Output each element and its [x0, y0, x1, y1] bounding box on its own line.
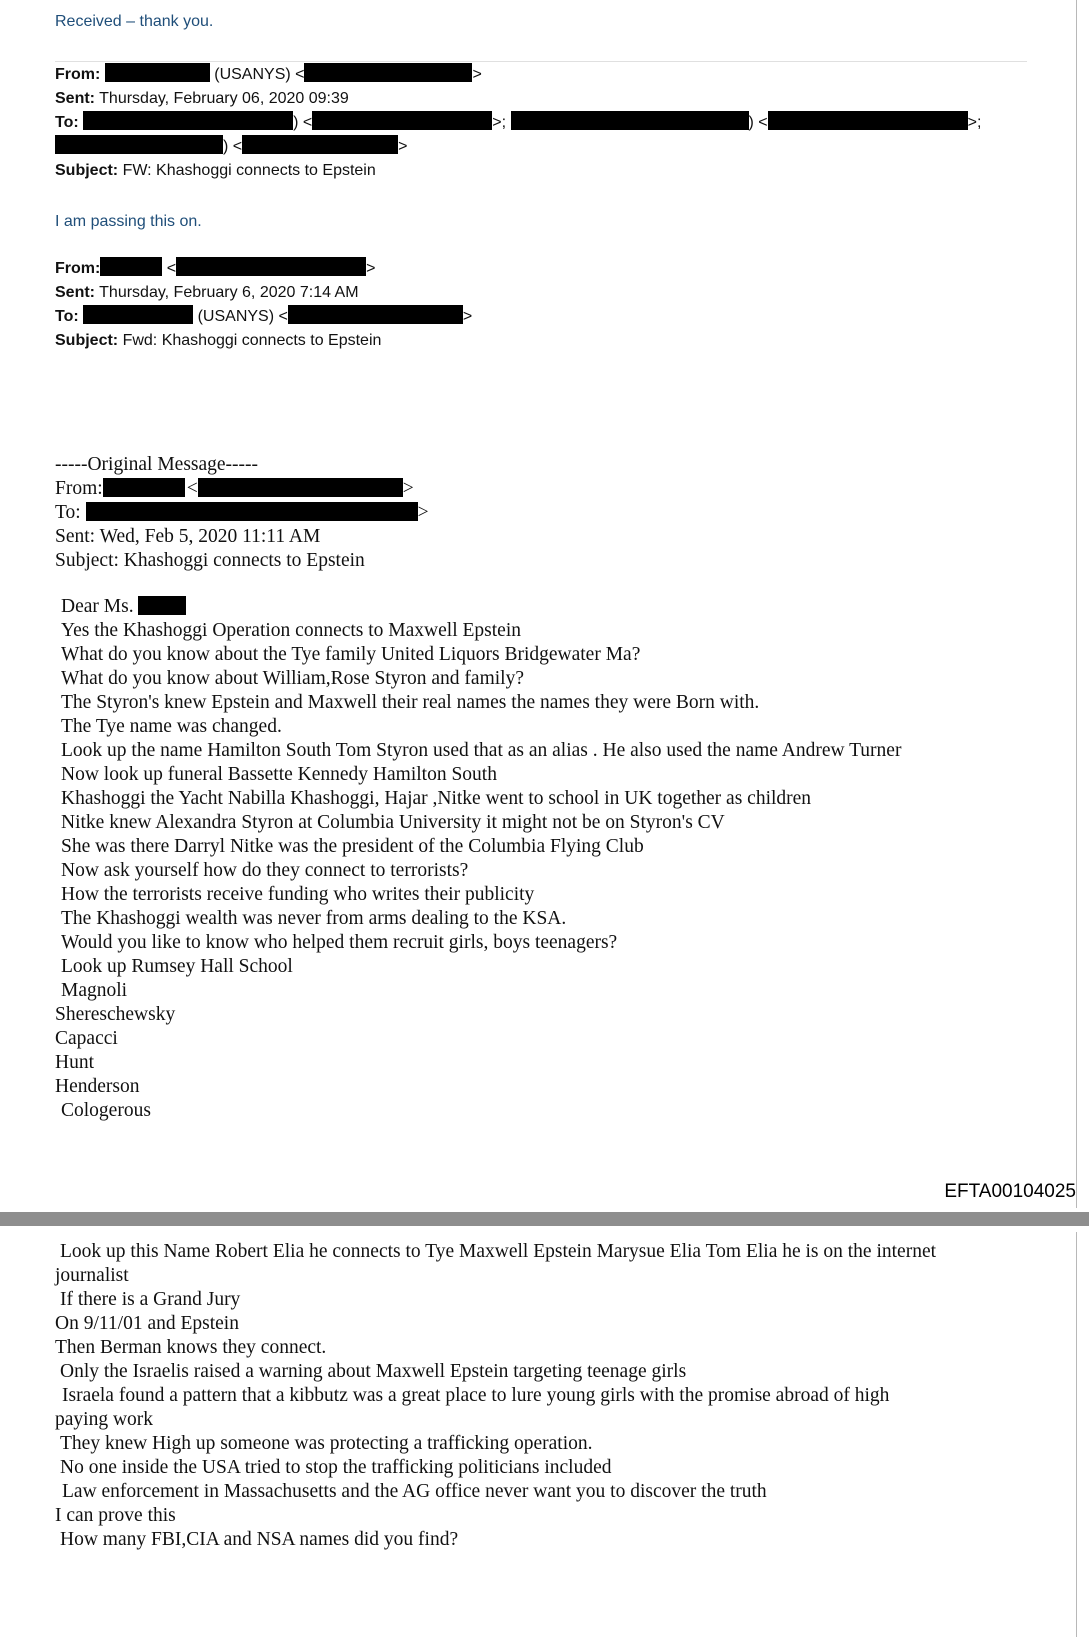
body-line: What do you know about William,Rose Styron and family? [61, 668, 524, 689]
divider-line [55, 61, 1027, 62]
subject-value: FW: Khashoggi connects to Epstein [122, 162, 376, 179]
from-close: > [402, 478, 414, 499]
redaction-box [105, 63, 210, 82]
redaction-box [198, 478, 403, 497]
body-line: Now look up funeral Bassette Kennedy Hamilton South [61, 764, 497, 785]
redaction-box [312, 111, 492, 130]
redaction-box [86, 502, 418, 521]
body-line: Magnoli [61, 980, 128, 1001]
email2-from-line [55, 257, 375, 281]
body-line: Would you like to know who helped them recruit girls, boys teenagers? [61, 932, 618, 953]
pass-note: I am passing this on. [55, 213, 202, 230]
redaction-box [103, 478, 185, 497]
redaction-box [83, 111, 293, 130]
to-fragment: >; [492, 114, 507, 131]
body-line: No one inside the USA tried to stop the trafficking politicians included [60, 1457, 612, 1478]
redaction-box [304, 63, 472, 82]
email2-to-line [55, 305, 472, 329]
subject-label: Subject: [55, 332, 119, 349]
to-fragment: >; [967, 114, 982, 131]
from-label: From: [55, 66, 101, 83]
to-label: To: [55, 308, 79, 325]
to-close: > [462, 308, 473, 325]
document-page-2 [0, 1232, 1077, 1637]
body-line: Now ask yourself how do they connect to terrorists? [61, 860, 469, 881]
original-divider: -----Original Message----- [55, 454, 259, 475]
body-line: Law enforcement in Massachusetts and the AG office never want you to discover the truth [62, 1481, 767, 1502]
sent-value: Thursday, February 06, 2020 09:39 [99, 90, 349, 107]
subject-label: Subject: [55, 162, 119, 179]
to-fragment: ) < [223, 138, 243, 155]
redaction-box [288, 305, 463, 324]
redaction-box [100, 257, 162, 276]
redaction-box [55, 135, 223, 154]
body-line: Then Berman knows they connect. [55, 1337, 327, 1358]
redaction-box [176, 257, 366, 276]
reply-text: Received – thank you. [55, 13, 214, 30]
original-to-line [55, 501, 429, 525]
body-line: Khashoggi the Yacht Nabilla Khashoggi, Hajar ,Nitke went to school in UK together as children [61, 788, 812, 809]
email2-sent-line [55, 281, 359, 305]
email1-sent-line [55, 87, 349, 111]
from-label: From: [55, 260, 101, 277]
body-line: Look up the name Hamilton South Tom Styron used that as an alias . He also used the name Andrew Turner [61, 740, 902, 761]
body-line: Only the Israelis raised a warning about Maxwell Epstein targeting teenage girls [60, 1361, 687, 1382]
from-open: < [166, 260, 177, 277]
to-fragment: ) < [748, 114, 768, 131]
body-line: journalist [55, 1265, 129, 1286]
body-line: paying work [55, 1409, 154, 1430]
from-label: From: [55, 478, 103, 499]
to-fragment: > [398, 138, 408, 155]
bates-number: EFTA00104025 [944, 1181, 1076, 1202]
body-line: What do you know about the Tye family United Liquors Bridgewater Ma? [61, 644, 641, 665]
email1-subject-line [55, 159, 376, 183]
original-sent-line: Sent: Wed, Feb 5, 2020 11:11 AM [55, 526, 321, 547]
email2-subject-line [55, 329, 381, 353]
from-close: > [472, 66, 482, 83]
body-line: Look up this Name Robert Elia he connects to Tye Maxwell Epstein Marysue Elia Tom Elia he is on the internet [60, 1241, 937, 1262]
to-close: > [417, 502, 429, 523]
sent-value: Thursday, February 6, 2020 7:14 AM [99, 284, 359, 301]
body-line: Henderson [55, 1076, 140, 1097]
to-fragment: ) < [293, 114, 313, 131]
original-subject-line: Subject: Khashoggi connects to Epstein [55, 550, 365, 571]
salutation-line [61, 595, 186, 619]
body-line: Look up Rumsey Hall School [61, 956, 293, 977]
body-line: Capacci [55, 1028, 118, 1049]
body-line: The Khashoggi wealth was never from arms dealing to the KSA. [61, 908, 567, 929]
email1-to-line [55, 111, 981, 135]
to-label: To: [55, 114, 79, 131]
from-close: > [366, 260, 376, 277]
page-separator-bar [0, 1212, 1089, 1226]
body-line: Shereschewsky [55, 1004, 176, 1025]
redaction-box [83, 305, 193, 324]
redaction-box [242, 135, 398, 154]
body-line: Yes the Khashoggi Operation connects to Maxwell Epstein [61, 620, 521, 641]
body-line: Israela found a pattern that a kibbutz was a great place to lure young girls with the promise abroad of high [62, 1385, 890, 1406]
body-line: If there is a Grand Jury [60, 1289, 241, 1310]
body-line: How the terrorists receive funding who writes their publicity [61, 884, 535, 905]
page-separator [0, 1208, 1089, 1232]
email1-from-line [55, 63, 482, 87]
sent-label: Sent: [55, 284, 95, 301]
from-open: < [186, 478, 198, 499]
email1-to-line-2 [55, 135, 407, 159]
redaction-box [768, 111, 968, 130]
body-line: The Tye name was changed. [61, 716, 282, 737]
redaction-box [138, 596, 186, 615]
body-line: Hunt [55, 1052, 94, 1073]
redaction-box [511, 111, 749, 130]
body-line: Nitke knew Alexandra Styron at Columbia University it might not be on Styron's CV [61, 812, 725, 833]
to-label: To: [55, 502, 81, 523]
body-line: I can prove this [55, 1505, 176, 1526]
to-org: (USANYS) < [197, 308, 288, 325]
subject-value: Fwd: Khashoggi connects to Epstein [122, 332, 382, 349]
from-org: (USANYS) < [214, 66, 305, 83]
original-from-line [55, 477, 414, 501]
body-line: They knew High up someone was protecting a trafficking operation. [60, 1433, 593, 1454]
body-line: On 9/11/01 and Epstein [55, 1313, 239, 1334]
body-line: How many FBI,CIA and NSA names did you find? [60, 1529, 459, 1550]
sent-label: Sent: [55, 90, 95, 107]
body-line: Cologerous [61, 1100, 151, 1121]
salutation: Dear Ms. [61, 596, 134, 617]
body-line: The Styron's knew Epstein and Maxwell their real names the names they were Born with. [61, 692, 760, 713]
body-line: She was there Darryl Nitke was the president of the Columbia Flying Club [61, 836, 644, 857]
